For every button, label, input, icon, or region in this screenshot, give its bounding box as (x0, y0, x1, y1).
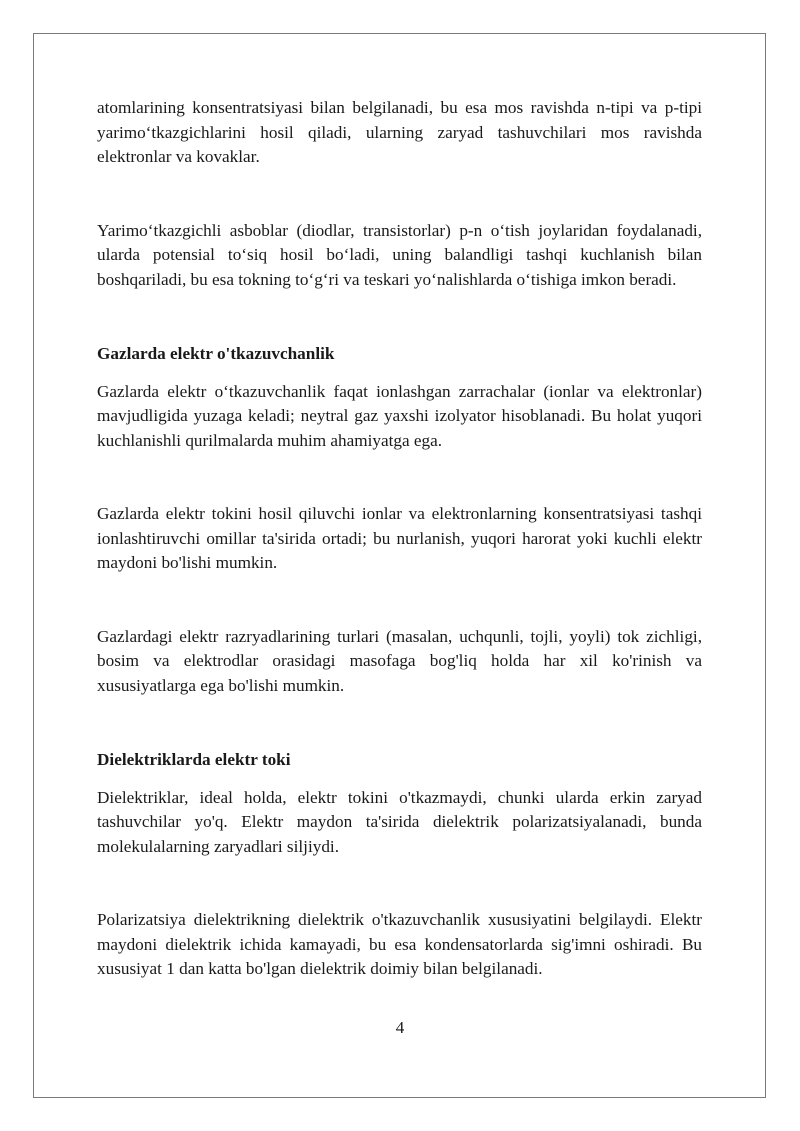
page-number: 4 (395, 1018, 405, 1037)
heading-gas-conductivity: Gazlarda elektr o'tkazuvchanlik (97, 344, 335, 363)
paragraph-gas-discharge-types: Gazlardagi elektr razryadlarining turlari (masalan, uchqunli, tojli, yoyli) tok zichligi, bosim va elektrodlar orasidagi masofaga bog'liq holda har xil ko'rinish va xususiyatlarga ega bo'lishi mumkin. (97, 626, 702, 695)
paragraph-semiconductor-concentration: atomlarining konsentratsiyasi bilan belgilanadi, bu esa mos ravishda n-tipi va p-tipi yarimoʻtkazgichlarini hosil qiladi, ularning zaryad tashuvchilari mos ravishda elektronlar va kovaklar. (97, 98, 702, 166)
paragraph-gas-ionization-factors: Gazlarda elektr tokini hosil qiluvchi ionlar va elektronlarning konsentratsiyasi tashqi ionlashtiruvchi omillar ta'sirida ortadi; bu nurlanish, yuqori harorat yoki kuchli elektr maydoni bo'lishi mumkin. (97, 504, 702, 572)
paragraph-dielectric-polarization: Dielektriklar, ideal holda, elektr tokini o'tkazmaydi, chunki ularda erkin zaryad tashuvchilar yo'q. Elektr maydon ta'sirida dielektrik polarizatsiyalanadi, bunda molekulalarning zaryadlari siljiydi. (97, 787, 702, 856)
paragraph-dielectric-permittivity: Polarizatsiya dielektrikning dielektrik o'tkazuvchanlik xususiyatini belgilaydi. Elektr maydoni dielektrik ichida kamayadi, bu esa kondensatorlarda sig'imni oshiradi. Bu xususiyat 1 dan katta bo'lgan dielektrik doimiy bilan belgilanadi. (97, 910, 702, 978)
page-body (97, 96, 702, 982)
paragraph-gas-ionized-particles: Gazlarda elektr oʻtkazuvchanlik faqat ionlashgan zarrachalar (ionlar va elektronlar) mavjudligida yuzaga keladi; neytral gaz yaxshi izolyator hisoblanadi. Bu holat yuqori kuchlanishli qurilmalarda muhim ahamiyatga ega. (97, 381, 702, 450)
heading-dielectric-current: Dielektriklarda elektr toki (97, 750, 291, 769)
paragraph-semiconductor-devices: Yarimoʻtkazgichli asboblar (diodlar, transistorlar) p-n oʻtish joylaridan foydalanadi, ularda potensial toʻsiq hosil boʻladi, uning balandligi tashqi kuchlanish bilan boshqariladi, bu esa tokning toʻgʻri va teskari yoʻnalishlarda oʻtishiga imkon beradi. (97, 220, 702, 289)
